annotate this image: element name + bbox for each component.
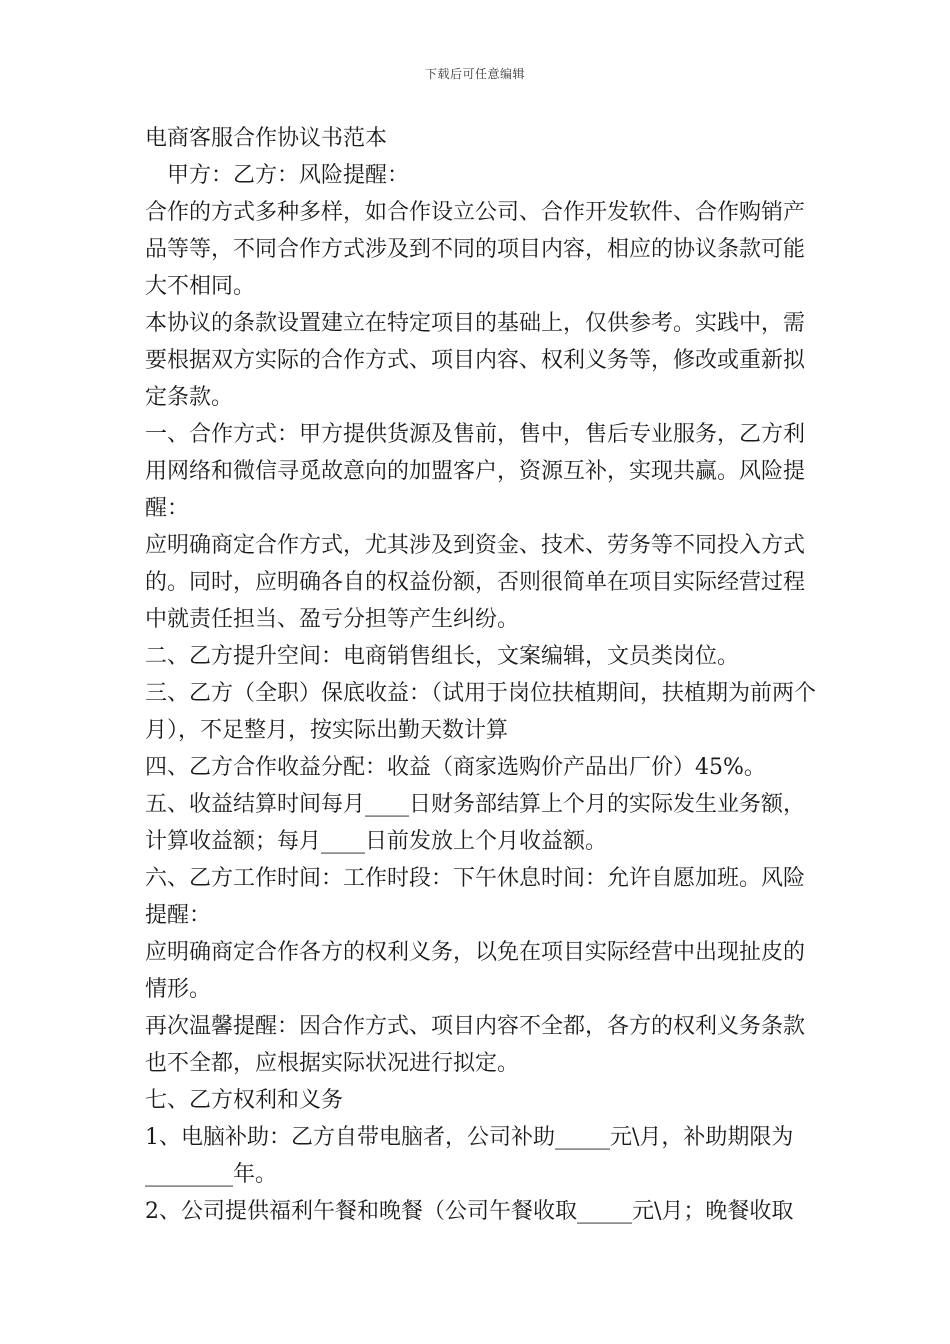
section-heading: 七、乙方权利和义务 [145, 1088, 344, 1113]
paragraph: 再次温馨提醒：因合作方式、项目内容不全都，各方的权利义务条款也不全都，应根据实际状况进行拟定。 [145, 1014, 806, 1076]
page-header-note: 下载后可任意编辑 [424, 67, 525, 81]
parties-line: 甲方：乙方：风险提醒： [167, 163, 410, 188]
paragraph: 四、乙方合作收益分配：收益（商家选购价产品出厂价）45%。 [145, 755, 766, 780]
document-title: 电商客服合作协议书范本 [145, 126, 388, 151]
paragraph: 三、乙方（全职）保底收益：（试用于岗位扶植期间，扶植期为前两个月），不足整月，按实际出勤天数计算 [145, 681, 817, 743]
paragraph: 二、乙方提升空间：电商销售组长，文案编辑，文员类岗位。 [145, 644, 740, 669]
paragraph: 1、电脑补助：乙方自带电脑者，公司补助_____元\月，补助期限为________年。 [145, 1125, 794, 1187]
paragraph: 六、乙方工作时间：工作时段：下午休息时间：允许自愿加班。风险提醒： [145, 866, 806, 928]
paragraph: 2、公司提供福利午餐和晚餐（公司午餐收取_____元\月；晚餐收取 [145, 1199, 794, 1224]
paragraph: 本协议的条款设置建立在特定项目的基础上，仅供参考。实践中，需要根据双方实际的合作方式、项目内容、权利义务等，修改或重新拟定条款。 [145, 311, 806, 410]
paragraph: 五、收益结算时间每月____日财务部结算上个月的实际发生业务额，计算收益额；每月____日前发放上个月收益额。 [145, 792, 806, 854]
paragraph: 应明确商定合作各方的权利义务，以免在项目实际经营中出现扯皮的情形。 [145, 940, 806, 1002]
paragraph: 合作的方式多种多样，如合作设立公司、合作开发软件、合作购销产品等等，不同合作方式涉及到不同的项目内容，相应的协议条款可能大不相同。 [145, 200, 806, 299]
paragraph: 一、合作方式：甲方提供货源及售前，售中，售后专业服务，乙方利用网络和微信寻觅故意向的加盟客户，资源互补，实现共赢。风险提醒： [145, 422, 806, 521]
document-body [145, 120, 825, 1230]
paragraph: 应明确商定合作方式，尤其涉及到资金、技术、劳务等不同投入方式的。同时，应明确各自的权益份额，否则很简单在项目实际经营过程中就责任担当、盈亏分担等产生纠纷。 [145, 533, 806, 632]
